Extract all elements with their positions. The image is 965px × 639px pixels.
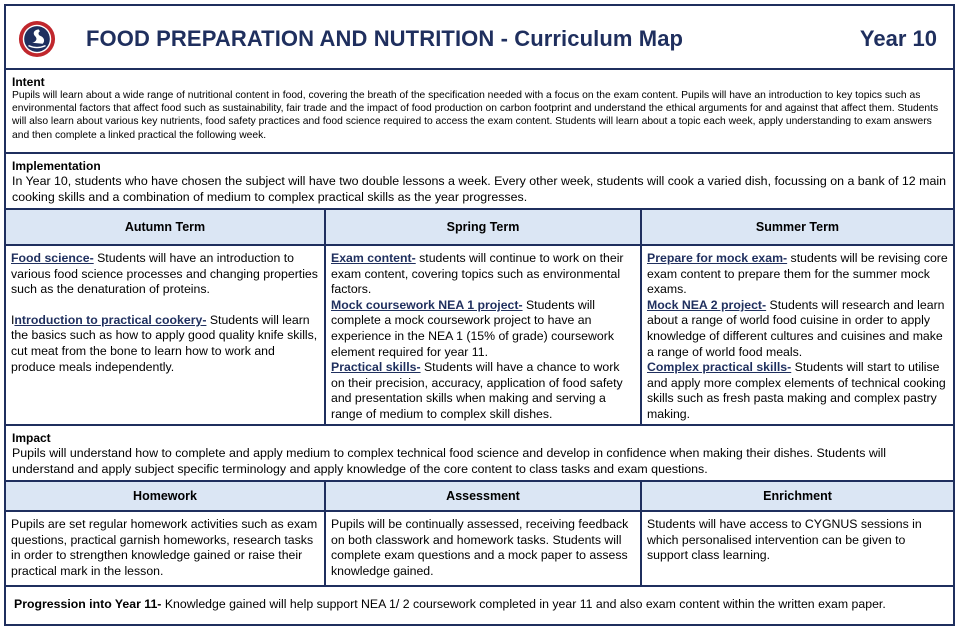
intent-text: Pupils will learn about a wide range of nutritional content in food, covering the breath of the specification needed with a focus on the exam content. Pupils will have an introduction to key topics such as environmental factors that affect food such as sustainability, fair trade and the impact of food production on carbon footprint and understand the ethical arguments for and against that affect them. Students will also learn about various key nutrients, food safety practices and food science required to access the exam content. Students will learn about a topic each week, apply understanding to exam answers and then complete a linked practical the following week. bbox=[12, 90, 939, 141]
autumn-item-practical-cookery bbox=[11, 313, 319, 375]
spring-term-header: Spring Term bbox=[324, 210, 640, 244]
summer-term-header: Summer Term bbox=[640, 210, 953, 244]
intent-heading: Intent bbox=[12, 75, 45, 89]
summer-text-2: Students will research and learn about a range of world food cuisine in order to apply knowledge of different cultures and cuisines and make a range of world food meals. bbox=[647, 297, 945, 359]
spring-item-practical-skills bbox=[331, 360, 635, 422]
intent-section bbox=[6, 70, 953, 154]
homework-header: Homework bbox=[6, 482, 324, 510]
summer-text-3: Students will start to utilise and apply more complex elements of technical cooking skills such as fresh pasta making and complex pastry making. bbox=[647, 360, 946, 421]
impact-heading: Impact bbox=[12, 431, 51, 445]
spring-text-2: Students will complete a mock coursework project to have an experience in the NEA 1 (15% of grade) coursework element required for year 11. bbox=[331, 297, 614, 359]
enrichment-cell: Students will have access to CYGNUS sessions in which personalised intervention can be given to support class learning. bbox=[640, 512, 953, 585]
autumn-keyword-2-prefix: I bbox=[11, 312, 15, 327]
curriculum-map bbox=[4, 4, 955, 626]
progression-section bbox=[6, 587, 953, 611]
spring-keyword-3: Practical skills- bbox=[331, 360, 421, 375]
page-title: FOOD PREPARATION AND NUTRITION - Curriculum Map bbox=[86, 26, 684, 51]
extras-header-row bbox=[6, 482, 953, 512]
impact-text: Pupils will understand how to complete and apply medium to complex technical food science and develop in confidence when making their dishes. Students will understand and apply subject specific terminology and apply knowledge of the core content to class tasks and exam questions. bbox=[12, 446, 887, 476]
summer-keyword-3: Complex practical skills- bbox=[647, 360, 792, 375]
page-header bbox=[6, 6, 953, 70]
homework-cell: Pupils are set regular homework activities such as exam questions, practical garnish homeworks, research tasks in order to strengthen knowledge gained or raise their practical mark in the lesson. bbox=[11, 517, 318, 578]
summer-keyword-2: Mock NEA 2 project- bbox=[647, 297, 767, 312]
progression-label: Progression into Year 11- bbox=[14, 597, 162, 611]
autumn-keyword-1: Food science- bbox=[11, 251, 94, 265]
progression-text: Knowledge gained will help support NEA 1/ 2 coursework completed in year 11 and also exam content within the written exam paper. bbox=[161, 597, 886, 611]
summer-text-1: students will be revising core exam content to prepare them for the summer mock exams. bbox=[647, 251, 948, 297]
extras-content-row bbox=[6, 512, 953, 587]
swan-crest-icon bbox=[18, 20, 56, 58]
summer-keyword-1: Prepare for mock exam- bbox=[647, 251, 788, 265]
implementation-section bbox=[6, 154, 953, 210]
terms-content-row bbox=[6, 246, 953, 426]
implementation-heading: Implementation bbox=[12, 159, 101, 173]
autumn-keyword-2: ntroduction to practical cookery- bbox=[14, 312, 207, 327]
autumn-term-header: Autumn Term bbox=[6, 210, 324, 244]
autumn-item-food-science bbox=[11, 251, 319, 298]
autumn-term-cell bbox=[6, 246, 324, 424]
summer-term-cell bbox=[640, 246, 953, 424]
implementation-text: In Year 10, students who have chosen the subject will have two double lessons a week. Every other week, students will cook a varied dish, focussing on a bank of 12 main cooking skills and a combination of medium to complex practical skills as the year progresses. bbox=[12, 174, 946, 204]
summer-item-mock-exam bbox=[647, 251, 948, 298]
spring-keyword-2: Mock coursework NEA 1 project- bbox=[331, 297, 523, 312]
autumn-text-2: Students will learn the basics such as how to apply good quality knife skills, cut meat from the bone to learn how to work and produce meals independently. bbox=[11, 312, 318, 374]
summer-item-complex-skills bbox=[647, 360, 948, 422]
spring-keyword-1: Exam content- bbox=[331, 251, 416, 265]
spring-text-3: Students will have a chance to work on their precision, accuracy, application of food safety and presentation skills when making and serving a range of medium to complex skill dishes. bbox=[331, 360, 623, 421]
spring-item-exam-content bbox=[331, 251, 635, 298]
terms-header-row bbox=[6, 210, 953, 246]
impact-section bbox=[6, 426, 953, 482]
year-label: Year 10 bbox=[859, 26, 937, 51]
spring-item-mock-coursework bbox=[331, 298, 635, 360]
enrichment-header: Enrichment bbox=[640, 482, 953, 510]
assessment-header: Assessment bbox=[324, 482, 640, 510]
assessment-cell: Pupils will be continually assessed, receiving feedback on both classwork and homework tasks. Students will complete exam questions and a mock paper to assess knowledge gained. bbox=[324, 512, 640, 585]
spring-term-cell bbox=[324, 246, 640, 424]
autumn-text-1: Students will have an introduction to various food science processes and changing properties such as the denaturation of proteins. bbox=[11, 251, 318, 297]
spring-text-1: students will continue to work on their exam content, covering topics such as environmental factors. bbox=[331, 251, 624, 297]
summer-item-mock-nea2 bbox=[647, 298, 948, 360]
